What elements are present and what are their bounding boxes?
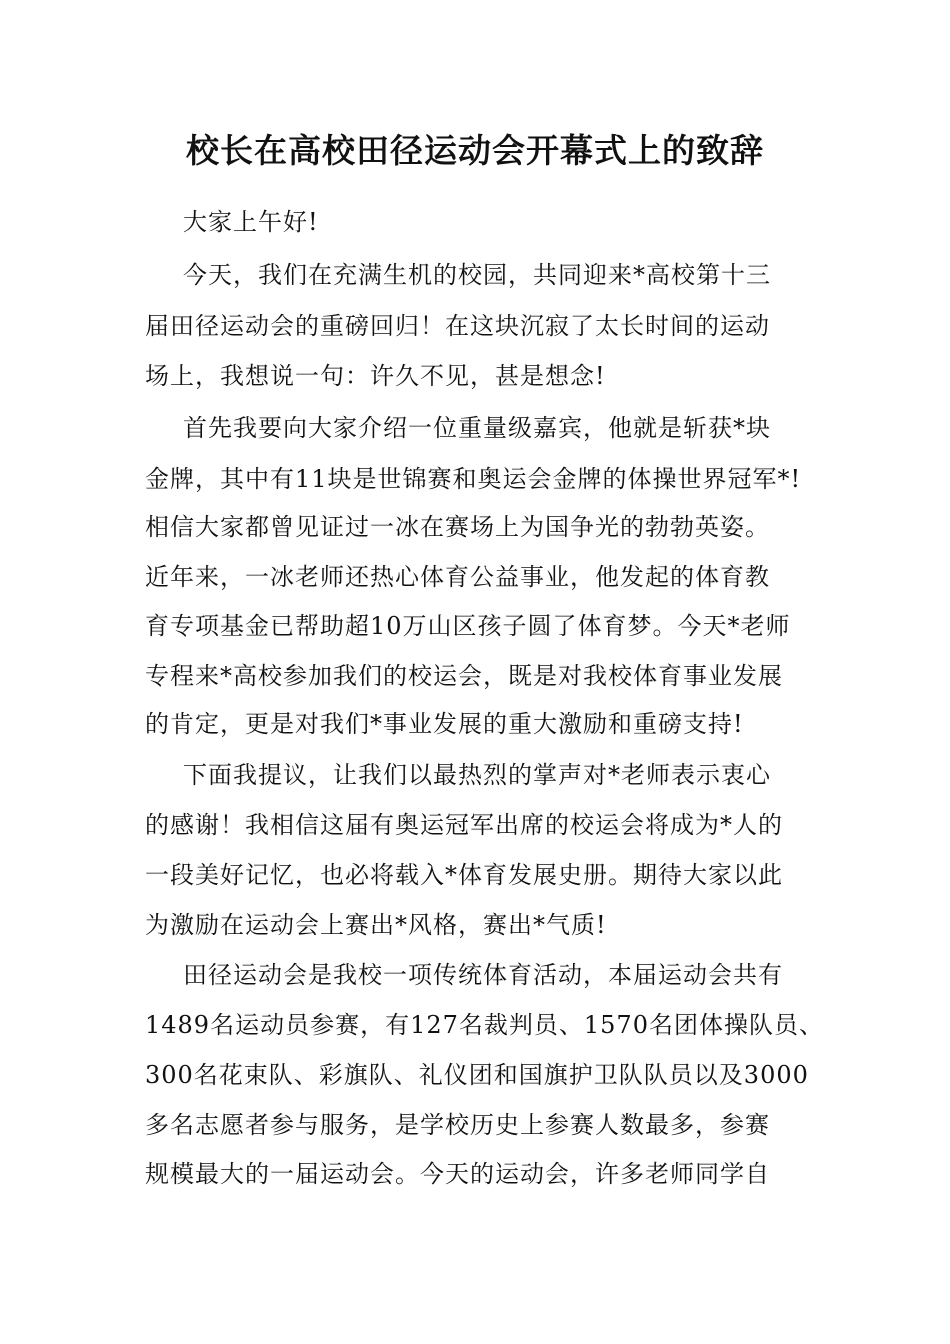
text-line: 相信大家都曾见证过一冰在赛场上为国争光的勃勃英姿。	[145, 513, 770, 541]
text-line: 规模最大的一届运动会。今天的运动会，许多老师同学自	[145, 1160, 770, 1188]
text-line: 今天，我们在充满生机的校园，共同迎来*高校第十三	[183, 261, 771, 289]
document-title: 校长在高校田径运动会开幕式上的致辞	[186, 131, 764, 170]
text-line: 大家上午好!	[183, 208, 319, 236]
text-line: 的肯定，更是对我们*事业发展的重大激励和重磅支持!	[145, 710, 744, 738]
text-line: 金牌，其中有11块是世锦赛和奥运会金牌的体操世界冠军*!	[145, 465, 802, 493]
text-line: 专程来*高校参加我们的校运会，既是对我校体育事业发展	[145, 662, 783, 690]
text-line: 下面我提议，让我们以最热烈的掌声对*老师表示衷心	[183, 761, 771, 789]
text-line: 届田径运动会的重磅回归！在这块沉寂了太长时间的运动	[145, 312, 770, 340]
text-line: 300名花束队、彩旗队、礼仪团和国旗护卫队队员以及3000	[145, 1061, 809, 1089]
text-line: 首先我要向大家介绍一位重量级嘉宾，他就是斩获*块	[183, 414, 771, 442]
text-line: 1489名运动员参赛，有127名裁判员、1570名团体操队员、	[145, 1011, 824, 1039]
text-line: 田径运动会是我校一项传统体育活动，本届运动会共有	[183, 961, 783, 989]
text-line: 多名志愿者参与服务，是学校历史上参赛人数最多，参赛	[145, 1111, 770, 1139]
text-line: 近年来，一冰老师还热心体育公益事业，他发起的体育教	[145, 563, 770, 591]
text-line: 育专项基金已帮助超10万山区孩子圆了体育梦。今天*老师	[145, 612, 791, 640]
text-line: 的感谢！我相信这届有奥运冠军出席的校运会将成为*人的	[145, 811, 783, 839]
text-line: 一段美好记忆，也必将载入*体育发展史册。期待大家以此	[145, 861, 783, 889]
text-line: 为激励在运动会上赛出*风格，赛出*气质!	[145, 911, 607, 939]
text-line: 场上，我想说一句：许久不见，甚是想念!	[145, 362, 606, 390]
